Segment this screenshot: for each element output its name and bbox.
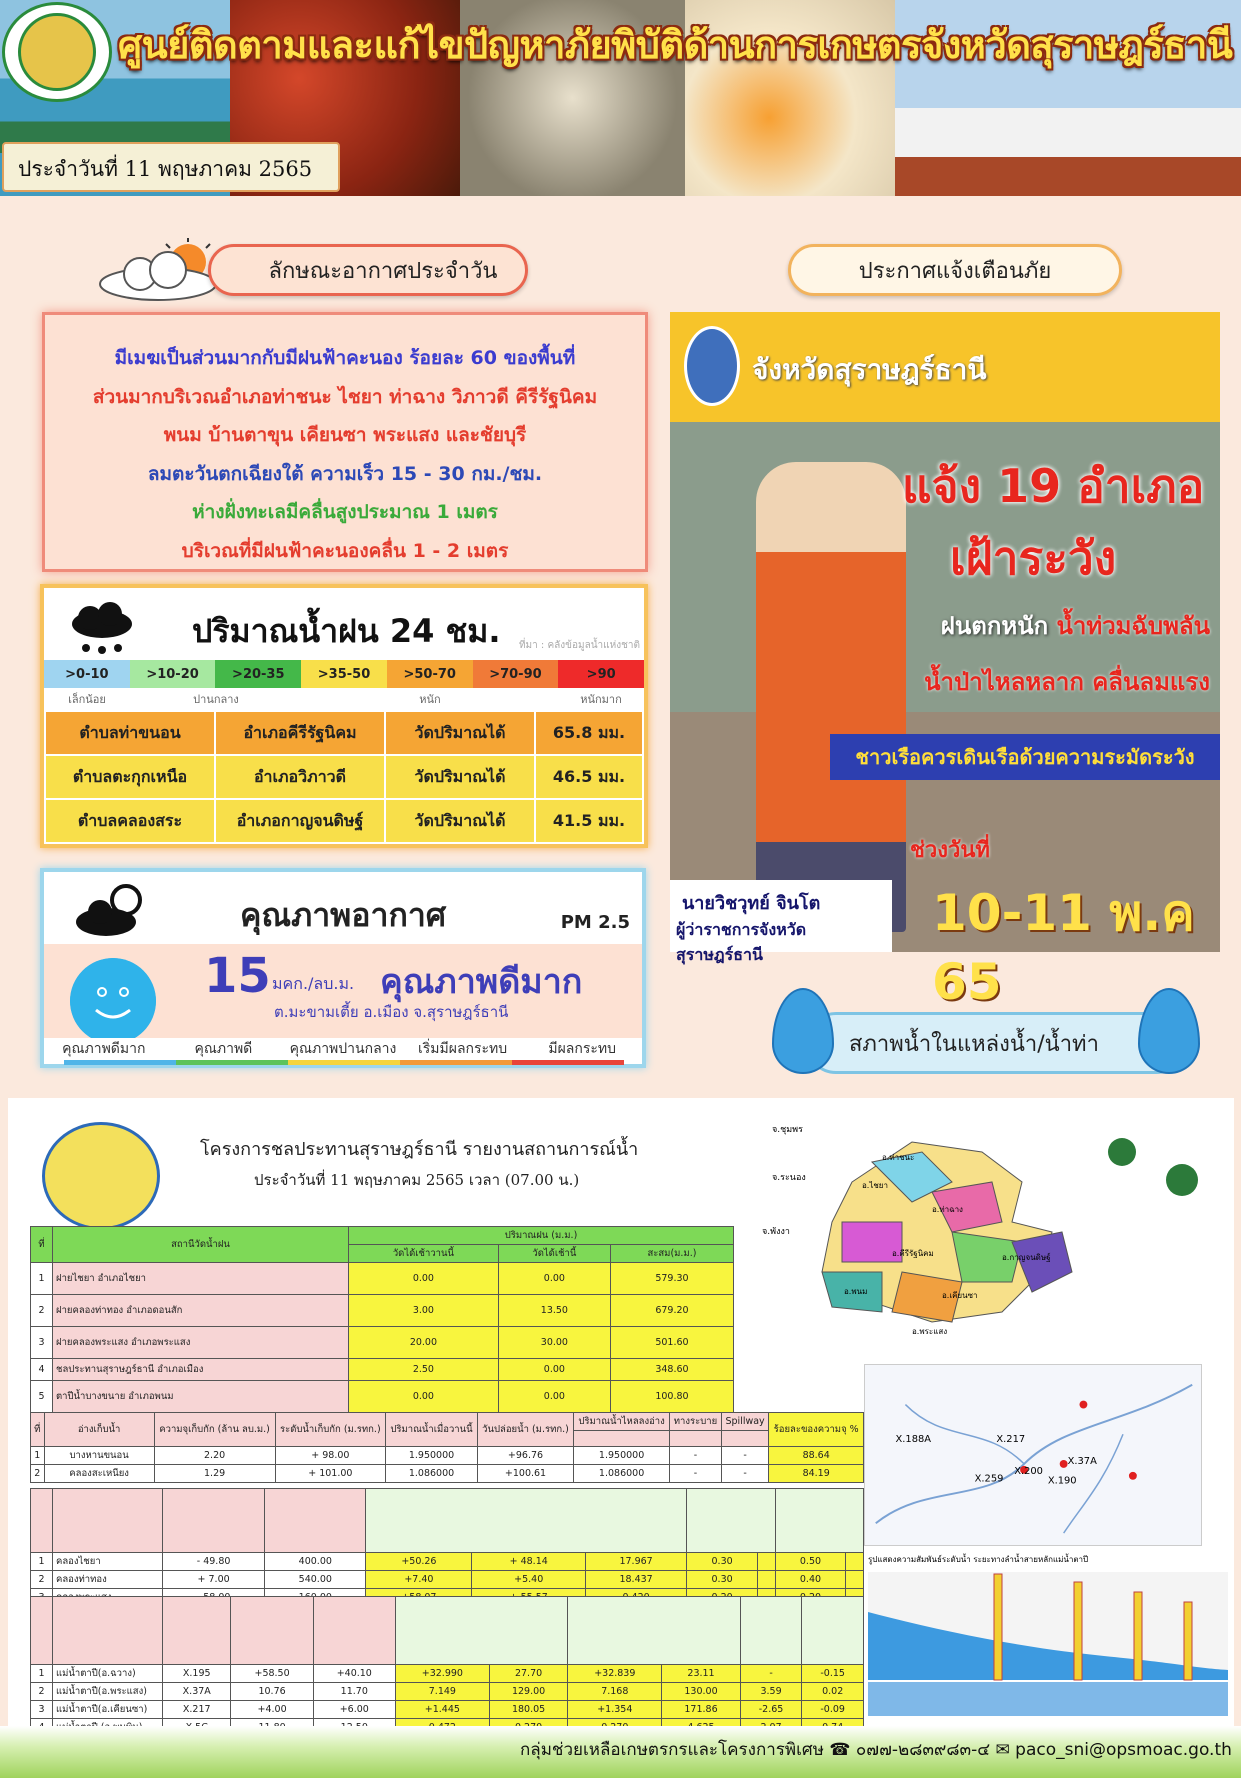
- cell: 1.29: [154, 1465, 275, 1483]
- cell: + 101.00: [275, 1465, 386, 1483]
- cell: 18.437: [586, 1571, 687, 1589]
- map-label: จ.ระนอง: [772, 1173, 806, 1183]
- station-amphoe: อำเภอไชยา: [97, 1273, 147, 1284]
- cell: แม่น้ำตาปี(อ.พระแสง): [53, 1683, 163, 1701]
- water-section-header: สภาพน้ำในแหล่งน้ำ/น้ำท่า: [806, 1012, 1186, 1074]
- cell: +32.990: [395, 1665, 489, 1683]
- cell: 2.50: [349, 1359, 499, 1381]
- label-cell: วัดปริมาณได้: [385, 711, 535, 755]
- poster-headline-2: เฝ้าระวัง: [950, 531, 1117, 585]
- cell: -2.65: [740, 1701, 802, 1719]
- cell: 20.00: [349, 1327, 499, 1359]
- rainfall-panel: [40, 584, 648, 848]
- cell: 3: [31, 1701, 53, 1719]
- station-label: X.217: [996, 1434, 1026, 1446]
- cell: -: [670, 1447, 722, 1465]
- col-header: ที่: [31, 1413, 45, 1447]
- air-quality-title: คุณภาพอากาศ: [240, 896, 447, 934]
- category-label: เล็กน้อย: [68, 693, 106, 706]
- cell: 679.20: [610, 1295, 733, 1327]
- cell: +6.00: [313, 1701, 395, 1719]
- cell: +32.839: [568, 1665, 662, 1683]
- governor-name: นายวิชวุทย์ จินโต: [682, 893, 821, 914]
- cell: 30.00: [498, 1327, 610, 1359]
- forecast-line: บริเวณที่มีฝนฟ้าคะนองคลื่น 1 - 2 เมตร: [181, 539, 509, 562]
- river-network-map: [864, 1364, 1202, 1546]
- cell: 3.59: [740, 1683, 802, 1701]
- air-quality-header: [44, 872, 642, 944]
- rainfall-legend: [44, 660, 644, 688]
- table-row: [31, 1683, 864, 1701]
- label-cell: วัดปริมาณได้: [385, 799, 535, 843]
- cell: 0.00: [498, 1263, 610, 1295]
- col-header: ที่: [31, 1227, 53, 1263]
- pm-label: PM 2.5: [560, 912, 630, 933]
- col-header: ระดับน้ำเก็บกัก (ม.รทก.): [275, 1413, 386, 1447]
- cell: 501.60: [610, 1327, 733, 1359]
- cell: +7.40: [366, 1571, 472, 1589]
- legend-item: >35-50: [301, 660, 387, 688]
- station-name: ชลประทานสุราษฎร์ธานี: [56, 1364, 155, 1375]
- rain-cloud-icon: [66, 602, 138, 658]
- poster-province: จังหวัดสุราษฎร์ธานี: [752, 353, 987, 386]
- cell: 10.76: [231, 1683, 313, 1701]
- station-name: ตาปีน้ำบางขนาย: [56, 1391, 126, 1402]
- cell: +100.61: [477, 1465, 573, 1483]
- map-label: อ.ท่าฉาง: [932, 1205, 963, 1214]
- cell: -: [721, 1447, 768, 1465]
- station-amphoe: อำเภอดอนสัก: [126, 1305, 183, 1316]
- col-header: วัดได้เช้าวานนี้: [349, 1245, 499, 1263]
- legend-item: >70-90: [473, 660, 559, 688]
- cell: 100.80: [610, 1381, 733, 1413]
- table-row: [31, 1327, 734, 1359]
- tambon-cell: ตำบลคลองสระ: [45, 799, 215, 843]
- cell: +4.00: [231, 1701, 313, 1719]
- station-name: ฝายไชยา: [56, 1273, 95, 1284]
- page-title: ศูนย์ติดตามและแก้ไขปัญหาภัยพิบัติด้านการเกษตรจังหวัดสุราษฎร์ธานี: [118, 23, 1233, 67]
- table-row: [31, 1381, 734, 1413]
- category-label: ปานกลาง: [193, 693, 239, 706]
- scale-label: เริ่มมีผลกระทบ: [417, 1041, 508, 1057]
- river-profile-diagram: [864, 1552, 1232, 1720]
- col-header: ร้อยละของความจุ %: [769, 1413, 864, 1447]
- cell: 7.149: [395, 1683, 489, 1701]
- station-label: X.37A: [1067, 1455, 1097, 1467]
- tambon-cell: ตำบลท่าขนอน: [45, 711, 215, 755]
- air-quality-color-bar: [64, 1060, 624, 1065]
- cell: + 48.14: [472, 1553, 586, 1571]
- table-row: [31, 1553, 864, 1571]
- legend-item: >10-20: [130, 660, 216, 688]
- station-label: X.259: [974, 1473, 1004, 1485]
- cell: 2: [31, 1465, 45, 1483]
- col-header: ความจุเก็บกัก (ล้าน ลบ.ม.): [154, 1413, 275, 1447]
- cell: 180.05: [489, 1701, 567, 1719]
- station-name: ฝายคลองท่าทอง: [56, 1305, 124, 1316]
- amphoe-cell: อำเภอคีรีรัฐนิคม: [215, 711, 385, 755]
- cell: 88.64: [769, 1447, 864, 1465]
- map-label: อ.ไชยา: [862, 1181, 888, 1190]
- col-header: Spillway: [721, 1413, 768, 1431]
- footer: [0, 1726, 1241, 1778]
- province-map: [762, 1122, 1232, 1364]
- value-cell: 41.5 มม.: [535, 799, 643, 843]
- cell: 1: [31, 1263, 53, 1295]
- hazard-text: ฝนตกหนัก: [940, 612, 1057, 640]
- cell: 13.50: [498, 1295, 610, 1327]
- cell: 2: [31, 1683, 53, 1701]
- cell: +1.354: [568, 1701, 662, 1719]
- cell: X.195: [163, 1665, 231, 1683]
- cell: แม่น้ำตาปี(อ.ฉวาง): [53, 1665, 163, 1683]
- table-row: [45, 711, 643, 755]
- cell: 27.70: [489, 1665, 567, 1683]
- forecast-line: พนม บ้านตาขุน เคียนซา พระแสง และชัยบุรี: [163, 424, 527, 446]
- col-header: สถานีวัดน้ำฝน: [53, 1227, 349, 1263]
- cell: บางหานขนอน: [44, 1447, 154, 1465]
- poster-boat-warning: ชาวเรือควรเดินเรือด้วยความระมัดระวัง: [830, 734, 1220, 780]
- cell: [757, 1571, 775, 1589]
- river-table: [30, 1596, 864, 1737]
- cell: 171.86: [662, 1701, 740, 1719]
- cell: [53, 1381, 349, 1413]
- map-label: อ.เคียนซา: [942, 1291, 978, 1300]
- cell: X.217: [163, 1701, 231, 1719]
- cell: 348.60: [610, 1359, 733, 1381]
- cell: 0.00: [498, 1359, 610, 1381]
- warning-poster: [670, 312, 1220, 1011]
- value-cell: 65.8 มม.: [535, 711, 643, 755]
- cell: 0.00: [498, 1381, 610, 1413]
- rainfall-title: ปริมาณน้ำฝน 24 ชม.: [192, 612, 501, 650]
- cell: 3: [31, 1327, 53, 1359]
- pm25-unit: มคก./ลบ.ม.: [272, 974, 355, 993]
- cell: คลองไชยา: [53, 1553, 163, 1571]
- hazard-text: น้ำท่วมฉับพลัน: [1056, 612, 1210, 640]
- cell: 0.00: [349, 1263, 499, 1295]
- cell: 84.19: [769, 1465, 864, 1483]
- cell: -: [721, 1465, 768, 1483]
- cell: คลองท่าทอง: [53, 1571, 163, 1589]
- station-amphoe: อำเภอเมือง: [157, 1364, 204, 1375]
- table-row: [31, 1263, 734, 1295]
- scale-label: มีผลกระทบ: [548, 1041, 616, 1057]
- cell: -0.15: [802, 1665, 864, 1683]
- weather-section-header: ลักษณะอากาศประจำวัน: [208, 244, 528, 296]
- poster-hazard-2: น้ำป่าไหลหลาก คลื่นลมแรง: [924, 668, 1210, 696]
- smiley-face-icon: [70, 958, 156, 1044]
- table-row: [31, 1665, 864, 1683]
- report-date-time: ประจำวันที่ 11 พฤษภาคม 2565 เวลา (07.00 น.): [254, 1171, 580, 1189]
- table-row: [45, 799, 643, 843]
- cell: +58.50: [231, 1665, 313, 1683]
- cell: [53, 1327, 349, 1359]
- profile-title: รูปแสดงความสัมพันธ์ระดับน้ำ ระยะทางลำน้ำสายหลักแม่น้ำตาปี: [868, 1555, 1089, 1564]
- map-label: อ.คีรีรัฐนิคม: [892, 1249, 934, 1258]
- col-header: อ่างเก็บน้ำ: [44, 1413, 154, 1447]
- cell: -: [740, 1665, 802, 1683]
- map-label: อ.กาญจนดิษฐ์: [1002, 1253, 1051, 1262]
- poster-hazard-1: [876, 606, 1210, 645]
- col-header: ทางระบาย: [670, 1413, 722, 1431]
- station-name: ฝายคลองพระแสง: [56, 1337, 129, 1348]
- cell: 0.30: [687, 1571, 758, 1589]
- table-row: [31, 1359, 734, 1381]
- cell: 4: [31, 1359, 53, 1381]
- reservoir-table: [30, 1412, 864, 1483]
- pm25-value: 15: [204, 948, 271, 1004]
- sun-cloud-icon: [72, 878, 154, 940]
- station-label: X.190: [1047, 1475, 1077, 1487]
- cell: -0.09: [802, 1701, 864, 1719]
- map-label: อ.ท่าชนะ: [882, 1153, 915, 1162]
- amphoe-cell: อำเภอวิภาวดี: [215, 755, 385, 799]
- irrigation-report: [8, 1098, 1234, 1734]
- value-cell: 46.5 มม.: [535, 755, 643, 799]
- weather-forecast: [42, 312, 648, 572]
- footer-contact: กลุ่มช่วยเหลือเกษตรกรและโครงการพิเศษ ☎ ๐๗๗-๒๘๓๙๘๓-๔ ✉ paco_sni@opsmoac.go.th: [520, 1740, 1232, 1760]
- category-label: หนักมาก: [580, 693, 622, 706]
- station-label: X.200: [1014, 1465, 1043, 1477]
- cell: 2: [31, 1295, 53, 1327]
- cell: +5.40: [472, 1571, 586, 1589]
- map-label: จ.ชุมพร: [772, 1125, 803, 1135]
- cell: 1: [31, 1447, 45, 1465]
- province-seal: [684, 326, 740, 406]
- scale-label: คุณภาพปานกลาง: [289, 1041, 397, 1057]
- cell: คลองสะเหนียง: [44, 1465, 154, 1483]
- cell: [846, 1553, 864, 1571]
- cell: 5: [31, 1381, 53, 1413]
- forecast-line: ลมตะวันตกเฉียงใต้ ความเร็ว 15 - 30 กม./ชม.: [147, 462, 543, 485]
- cell: 0.40: [775, 1571, 846, 1589]
- cell: 0.02: [802, 1683, 864, 1701]
- col-header: ปริมาณน้ำไหลลงอ่าง: [574, 1413, 670, 1431]
- col-header: สะสม(ม.ม.): [610, 1245, 733, 1263]
- label-cell: วัดปริมาณได้: [385, 755, 535, 799]
- cell: 1.950000: [386, 1447, 478, 1465]
- air-quality-panel: [40, 868, 646, 1068]
- forecast-line: มีเมฆเป็นส่วนมากกับมีฝนฟ้าคะนอง ร้อยละ 60 ของพื้นที่: [114, 347, 576, 369]
- poster-header: [670, 312, 1220, 422]
- rainfall-source: ที่มา : คลังข้อมูลน้ำแห่งชาติ: [518, 640, 640, 651]
- governor-caption: [670, 880, 892, 964]
- col-header: ปริมาณฝน (ม.ม.): [349, 1227, 734, 1245]
- map-label: อ.พระแสง: [912, 1327, 948, 1336]
- air-station-location: ต.มะขามเตี้ย อ.เมือง จ.สุราษฎร์ธานี: [274, 1003, 509, 1021]
- rid-logo: [42, 1122, 160, 1230]
- station-amphoe: อำเภอพนม: [128, 1391, 174, 1402]
- table-row: [31, 1465, 864, 1483]
- cell: [757, 1553, 775, 1571]
- cell: 7.168: [568, 1683, 662, 1701]
- cell: 540.00: [265, 1571, 366, 1589]
- legend-item: >50-70: [387, 660, 473, 688]
- warning-section-header: ประกาศแจ้งเตือนภัย: [788, 244, 1122, 296]
- legend-item: >20-35: [215, 660, 301, 688]
- table-row: [45, 755, 643, 799]
- cell: X.37A: [163, 1683, 231, 1701]
- report-title: โครงการชลประทานสุราษฎร์ธานี รายงานสถานการณ์น้ำ: [200, 1139, 639, 1160]
- cell: 2: [31, 1571, 53, 1589]
- agency-logo: [2, 2, 112, 102]
- rain-station-table: [30, 1226, 734, 1413]
- cell: 17.967: [586, 1553, 687, 1571]
- report-date: ประจำวันที่ 11 พฤษภาคม 2565: [2, 142, 340, 192]
- cell: 579.30: [610, 1263, 733, 1295]
- table-row: [31, 1571, 864, 1589]
- scale-label: คุณภาพดีมาก: [62, 1041, 146, 1057]
- cell: + 7.00: [163, 1571, 265, 1589]
- amphoe-cell: อำเภอกาญจนดิษฐ์: [215, 799, 385, 843]
- cell: 1.086000: [574, 1465, 670, 1483]
- cell: 1: [31, 1553, 53, 1571]
- cell: 2.20: [154, 1447, 275, 1465]
- cell: [846, 1571, 864, 1589]
- map-label: อ.พนม: [844, 1287, 868, 1296]
- poster-headline: แจ้ง 19 อำเภอ: [902, 459, 1205, 513]
- forecast-line: ห่างฝั่งทะเลมีคลื่นสูงประมาณ 1 เมตร: [192, 501, 498, 523]
- cell: - 49.80: [163, 1553, 265, 1571]
- cell: [53, 1263, 349, 1295]
- map-label: จ.พังงา: [762, 1227, 790, 1237]
- air-quality-level: คุณภาพดีมาก: [380, 962, 583, 1002]
- table-row: [31, 1447, 864, 1465]
- cell: +40.10: [313, 1665, 395, 1683]
- station-label: X.188A: [895, 1434, 932, 1446]
- col-header: วัดได้เช้านี้: [498, 1245, 610, 1263]
- weir-table: [30, 1488, 864, 1607]
- cell: [53, 1295, 349, 1327]
- cell: 129.00: [489, 1683, 567, 1701]
- cell: 0.50: [775, 1553, 846, 1571]
- col-header: วันปล่อยน้ำ (ม.รทก.): [477, 1413, 573, 1447]
- rainfall-categories: [44, 690, 644, 708]
- poster-period-label: ช่วงวันที่: [910, 838, 990, 863]
- cell: +50.26: [366, 1553, 472, 1571]
- cell: 1: [31, 1665, 53, 1683]
- cell: + 98.00: [275, 1447, 386, 1465]
- cell: 400.00: [265, 1553, 366, 1571]
- cell: 3.00: [349, 1295, 499, 1327]
- cell: +1.445: [395, 1701, 489, 1719]
- cell: 1.086000: [386, 1465, 478, 1483]
- cell: -: [670, 1465, 722, 1483]
- table-row: [31, 1295, 734, 1327]
- cell: +96.76: [477, 1447, 573, 1465]
- legend-item: >0-10: [44, 660, 130, 688]
- forecast-line: ส่วนมากบริเวณอำเภอท่าชนะ ไชยา ท่าฉาง วิภาวดี คีรีรัฐนิคม: [92, 385, 598, 408]
- scale-label: คุณภาพดี: [194, 1041, 253, 1057]
- legend-item: >90: [558, 660, 644, 688]
- category-label: หนัก: [419, 693, 441, 706]
- station-amphoe: อำเภอพระแสง: [131, 1337, 191, 1348]
- cell: แม่น้ำตาปี(อ.เคียนซา): [53, 1701, 163, 1719]
- rainfall-table: [44, 710, 644, 844]
- cell: 23.11: [662, 1665, 740, 1683]
- cell: 0.30: [687, 1553, 758, 1571]
- cell: 130.00: [662, 1683, 740, 1701]
- cell: [53, 1359, 349, 1381]
- poster-dates: 10-11 พ.ค 65: [932, 884, 1195, 1011]
- cell: 1.950000: [574, 1447, 670, 1465]
- governor-role: ผู้ว่าราชการจังหวัดสุราษฎร์ธานี: [676, 920, 807, 964]
- cell: 11.70: [313, 1683, 395, 1701]
- cell: 0.00: [349, 1381, 499, 1413]
- tambon-cell: ตำบลตะกุกเหนือ: [45, 755, 215, 799]
- water-drop-mascot-icon: [772, 988, 834, 1074]
- col-header: ปริมาณน้ำเมื่อวานนี้: [386, 1413, 478, 1447]
- table-row: [31, 1701, 864, 1719]
